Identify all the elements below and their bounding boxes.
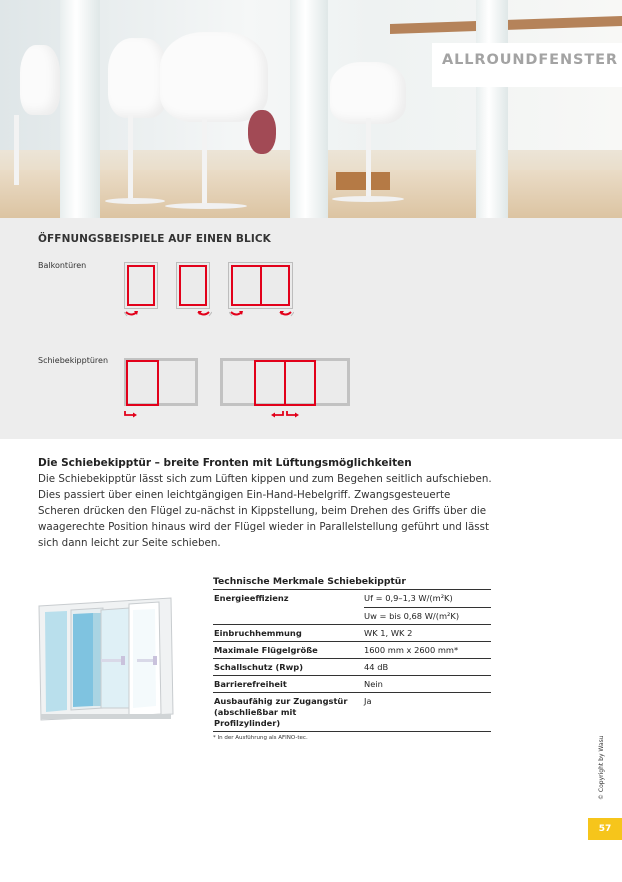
category-tag: ALLROUNDFENSTER [442,52,618,68]
door-sash-right [260,265,290,306]
turn-arrow-icon [229,310,245,318]
turn-arrow-icon [124,310,140,318]
spec-value: Ja [364,696,372,706]
door-frame [290,0,328,218]
hero-chair-stem [14,115,19,185]
hero-chair-base [332,196,404,202]
section-title: ÖFFNUNGSBEISPIELE AUF EINEN BLICK [38,233,271,245]
article-heading: Die Schiebekipptür – breite Fronten mit Lüftungsmöglichkeiten [38,457,412,469]
diagram-double-door [228,262,293,309]
sliding-sash-right [284,360,316,406]
row-label-sliding-tilt-doors: Schiebekipptüren [38,356,109,365]
diagram-sliding-tilt-double [220,358,350,406]
hero-chair-stem [202,118,207,208]
hero-chair-base [105,198,165,204]
hero-chair [330,62,406,124]
hero-chair-stem [128,115,133,200]
spec-key: Ausbaufähig zur Zugangstür (abschließbar mit Profilzylinder) [214,696,348,728]
slide-left-arrow-icon [270,411,284,418]
spec-values [364,590,491,624]
spec-key: Einbruchhemmung [214,628,302,638]
hero-chair [160,32,268,122]
row-label-balcony-doors: Balkontüren [38,261,87,270]
sliding-sash-left [254,360,286,406]
spec-value: Nein [364,679,383,689]
spec-row-accessibility [213,676,491,693]
diagram-single-door-right [176,262,210,309]
page-number-badge: 57 [588,818,622,840]
copyright-notice: © Copyright by Wasu [598,735,605,800]
hero-chair-stem [366,118,371,198]
spec-value: 1600 mm x 2600 mm* [364,645,459,655]
spec-row-sound-insulation [213,659,491,676]
turn-arrow-icon [278,310,294,318]
sliding-sash [126,360,159,406]
turn-arrow-icon [196,310,212,318]
spec-row-burglary-resistance [213,625,491,642]
spec-row-energy-efficiency [213,590,491,625]
hero-image [0,0,622,218]
spec-key: Barrierefreiheit [214,679,287,689]
hero-chair-base [165,203,247,209]
slide-right-arrow-icon [124,411,138,418]
door-sash-left [231,265,262,306]
product-image [37,596,175,724]
spec-table-title: Technische Merkmale Schiebekipptür [213,576,491,590]
door-sash [127,265,155,306]
hero-vase [248,110,276,154]
spec-value: 44 dB [364,662,389,672]
spec-key: Maximale Flügelgröße [214,645,318,655]
diagram-single-door-left [124,262,158,309]
spec-table [213,576,491,741]
spec-value: WK 1, WK 2 [364,628,413,638]
spec-value-uw: Uw = bis 0,68 W/(m²K) [364,611,460,621]
diagram-sliding-tilt-single [124,358,198,406]
door-sash [179,265,207,306]
spec-key: Schallschutz (Rwp) [214,662,304,672]
spec-value-uf: Uf = 0,9–1,3 W/(m²K) [364,593,491,608]
hero-chair [20,45,60,115]
spec-row-max-sash-size [213,642,491,659]
hero-chair [108,38,168,118]
spec-key: Energieeffizienz [214,593,289,603]
door-frame [476,0,508,218]
spec-row-access-door-upgrade [213,693,491,732]
spec-footnote: * In der Ausführung als AFINO-tec. [213,735,308,741]
article-body: Die Schiebekipptür lässt sich zum Lüften kippen und zum Begehen seitlich aufschieben. Dies passiert über einen leichtgängigen Ein-Hand-Hebelgriff. Zwangsgesteuerte Scheren drücken den Flügel zu-nächst in Kippstellung, beim Drehen des Griffs über die waagerechte Position hinaus wird der Flügel wieder in Parallelstellung geführt und lässt sich dann leicht zur Seite schieben. [38,473,492,549]
door-frame [60,0,100,218]
hero-cabinet [336,172,390,190]
slide-right-arrow-icon [286,411,300,418]
